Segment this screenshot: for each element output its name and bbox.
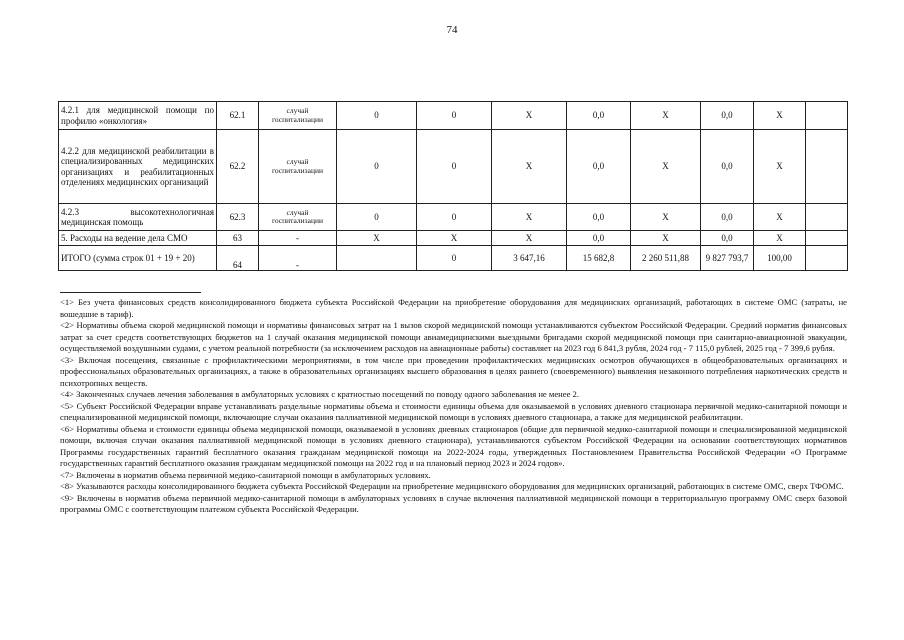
table-row [59,204,848,231]
cell-value: 100,00 [754,246,806,271]
cell-value: 15 682,8 [567,246,631,271]
cell-value [806,231,848,246]
cell-value: Х [417,231,492,246]
row-name: 4.2.2 для медицинской реабилитации в специализированных медицинских организациях и реабилитационных отделениях медицинских организаций [59,130,217,204]
cell-value: 0 [417,246,492,271]
cell-value: Х [337,231,417,246]
row-unit: - [259,231,337,246]
footnote: <4> Законченных случаев лечения заболевания в амбулаторных условиях с кратностью посещений по поводу одного заболевания не менее 2. [60,389,579,399]
cell-value: 2 260 511,88 [631,246,701,271]
cell-value: Х [492,204,567,231]
row-code: 62.2 [217,130,259,204]
table-row [59,130,848,204]
cell-value: Х [631,102,701,130]
cell-value: 0 [417,130,492,204]
cell-value: 0 [417,204,492,231]
cell-value: Х [492,102,567,130]
row-unit: случай госпитализации [259,102,337,130]
row-code: 63 [217,231,259,246]
cell-value: 0,0 [701,102,754,130]
cell-value: Х [754,102,806,130]
footnote: <5> Субъект Российской Федерации вправе устанавливать раздельные нормативы объема и стоимости единицы объема для оказываемой в условиях дневного стационара первичной медико-санитарной помощи и специализированной медицинской помощи, включающие случаи оказания паллиативной медицинской помощи в условиях дневного стационара, а также для медицинской реабилитации. [60,400,847,422]
cell-value [806,204,848,231]
cell-value [806,130,848,204]
cell-value: Х [754,130,806,204]
footnotes [60,297,847,516]
cell-value: Х [631,130,701,204]
table-row [59,102,848,130]
cell-value: Х [631,204,701,231]
footnote: <9> Включены в норматив объема первичной медико-санитарной помощи в амбулаторных условиях в случае включения паллиативной медицинской помощи в территориальную программу ОМС сверх базовой программы ОМС с соответствующим платежом субъекта Российской Федерации. [60,492,847,514]
footnote: <8> Указываются расходы консолидированного бюджета субъекта Российской Федерации на приобретение медицинского оборудования для медицинских организаций, работающих в системе ОМС, сверх ТФОМС. [60,481,844,491]
footnote: <3> Включая посещения, связанные с профилактическими мероприятиями, в том числе при проведении профилактических медицинских осмотров обучающихся в общеобразовательных организациях и профессиональных образовательных организациях, а также в образовательных организациях высшего образования в целях раннего (своевременного) выявления незаконного потребления наркотических средств и психотропных веществ. [60,354,847,388]
footnote: <2> Нормативы объема скорой медицинской помощи и нормативы финансовых затрат на 1 вызов скорой медицинской помощи устанавливаются субъектом Российской Федерации. Средний норматив финансовых затрат за счет средств соответствующих бюджетов на 1 случай оказания медицинской помощи авиамедицинскими выездными бригадами скорой медицинской помощи при санитарно-авиационной эвакуации, осуществляемой воздушными судами, с учетом реальной потребности (за исключением расходов на авиационные работы) составляет на 2023 год 6 841,3 рубля, 2024 год - 7 115,0 рублей, 2025 год - 7 399,6 рубля. [60,320,847,353]
page-number: 74 [446,24,458,36]
cell-value: 0,0 [701,130,754,204]
cell-value: 0,0 [567,204,631,231]
cell-value: 0,0 [567,231,631,246]
row-unit: случай госпитализации [259,204,337,231]
row-name: 4.2.1 для медицинской помощи по профилю «онкология» [59,102,217,130]
cell-value: 0 [337,130,417,204]
cell-value: Х [492,231,567,246]
cell-value: 0 [337,102,417,130]
footnote: <1> Без учета финансовых средств консолидированного бюджета субъекта Российской Федерации на приобретение оборудования для медицинских организаций, работающих в системе ОМС (затраты, не вошедшие в тариф). [60,297,847,319]
row-name: 5. Расходы на ведение дела СМО [59,231,217,246]
cell-value: 0,0 [567,102,631,130]
cell-value [806,246,848,271]
footnote-separator [60,292,201,293]
row-unit: - [259,246,337,271]
cell-value: 0,0 [701,204,754,231]
table-row [59,231,848,246]
cell-value: Х [754,231,806,246]
footnote: <7> Включены в норматив объема первичной медико-санитарной помощи в амбулаторных условиях. [60,469,431,480]
cell-value: Х [631,231,701,246]
row-name: ИТОГО (сумма строк 01 + 19 + 20) [59,246,217,271]
cell-value: 0,0 [701,231,754,246]
data-table [58,101,848,271]
cell-value [337,246,417,271]
cell-value: 3 647,16 [492,246,567,271]
table-row [59,246,848,271]
row-code: 62.1 [217,102,259,130]
cell-value: 0,0 [567,130,631,204]
cell-value [806,102,848,130]
cell-value: 9 827 793,7 [701,246,754,271]
row-code: 64 [217,246,259,271]
cell-value: Х [754,204,806,231]
cell-value: 0 [417,102,492,130]
footnote: <6> Нормативы объема и стоимости единицы объема медицинской помощи, оказываемой в условиях дневных стационаров (общие для первичной медико-санитарной помощи и специализированной медицинской помощи, включая случаи оказания паллиативной медицинской помощи в условиях дневного стационара), устанавливаются субъектом Российской Федерации на основании соответствующих нормативов Программы государственных гарантий бесплатного оказания гражданам медицинской помощи на 2022-2024 годы, утвержденных Постановлением Правительства Российской Федерации «О Программе государственных гарантий бесплатного оказания гражданам медицинской помощи на 2022 год и на плановый период 2023 и 2024 годов». [60,423,847,468]
cell-value: Х [492,130,567,204]
cell-value: 0 [337,204,417,231]
row-unit: случай госпитализации [259,130,337,204]
row-code: 62.3 [217,204,259,231]
row-name: 4.2.3 высокотехнологичная медицинская помощь [59,204,217,231]
